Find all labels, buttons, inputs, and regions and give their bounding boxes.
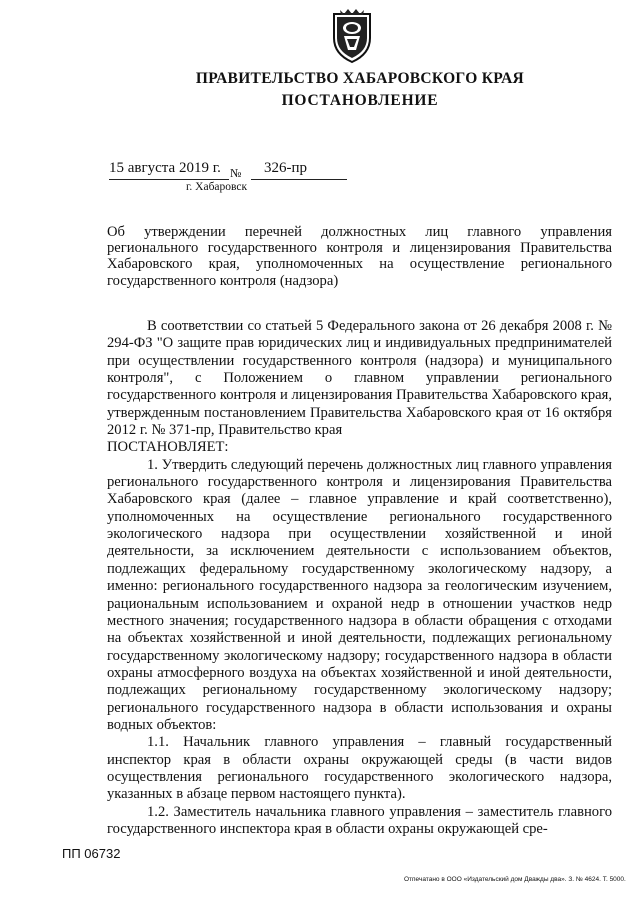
number-underline — [251, 179, 347, 180]
city: г. Хабаровск — [186, 181, 248, 193]
government-title: ПРАВИТЕЛЬСТВО ХАБАРОВСКОГО КРАЯ — [195, 70, 525, 87]
document-subject: Об утверждении перечней должностных лиц главного управления регионального государственного контроля и лицензирования Правительства Хабаровского края, уполномоченных на осуществление регионального государственного контроля (надзора) — [107, 224, 612, 289]
preamble-paragraph: В соответствии со статьей 5 Федерального закона от 26 декабря 2008 г. № 294-ФЗ "О защите прав юридических лиц и индивидуальных предпринимателей при осуществлении государственного контроля (надзора) и муниципального контроля", с Положением о главном управлении регионального государственного контроля и лицензирования Правительства Хабаровского края, утвержденным постановлением Правительства Хабаровского края от 16 октября 2012 г. № 371-пр, Правительство края — [107, 318, 612, 439]
item-1-2-paragraph: 1.2. Заместитель начальника главного управления – заместитель главного государственного инспектора края в области охраны окружающей сре- — [107, 803, 612, 837]
date-underline — [109, 179, 229, 180]
document-number: 326-пр — [264, 160, 308, 176]
document-body — [107, 318, 612, 838]
item-1-paragraph: 1. Утвердить следующий перечень должностных лиц главного управления регионального государственного контроля и лицензирования Правительства Хабаровского края (далее – главное управление и край соответственно), уполномоченных на осуществление регионального государственного экологического надзора при осуществлении хозяйственной и иной деятельности, за исключением деятельности с использованием объектов, подлежащих федеральному государственному экологическому надзору, а именно: регионального государственного надзора за геологическим изучением, рациональным использованием и охраной недр в отношении участков недр местного значения; государственного надзора в области обращения с отходами на объектах хозяйственной и иной деятельности, подлежащих региональному государственному экологическому надзору; государственного надзора в области охраны атмосферного воздуха на объектах хозяйственной и иной деятельности, подлежащих региональному государственному экологическому надзору; регионального государственного надзора в области использования и охраны водных объектов: — [107, 456, 612, 733]
number-sign: № — [230, 166, 242, 180]
document-date: 15 августа 2019 г. — [109, 160, 221, 176]
print-imprint: Отпечатано в ООО «Издательский дом Дважды два». З. № 4624. Т. 5000. — [404, 876, 626, 883]
resolves-heading: ПОСТАНОВЛЯЕТ: — [107, 439, 229, 456]
item-1-1-paragraph: 1.1. Начальник главного управления – главный государственный инспектор края в области охраны окружающей среды (в части видов осуществления регионального государственного экологического надзора, указанных в абзаце первом настоящего пункта). — [107, 734, 612, 803]
document-type: ПОСТАНОВЛЕНИЕ — [281, 92, 439, 109]
coat-of-arms-icon — [330, 8, 374, 64]
document-code: ПП 06732 — [62, 846, 121, 861]
